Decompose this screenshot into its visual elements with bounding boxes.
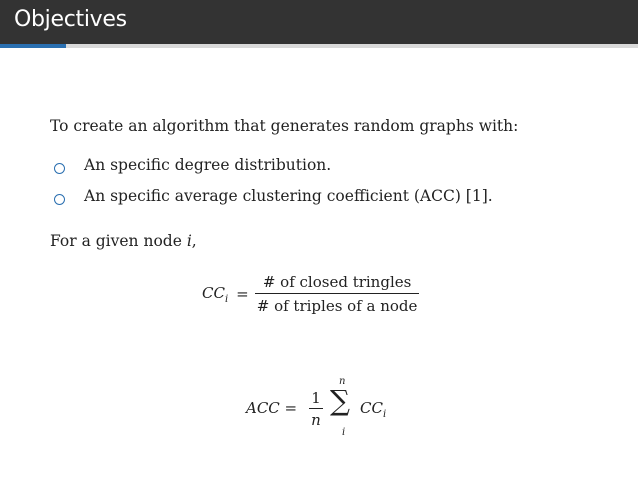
intro-text: To create an algorithm that generates random graphs with: xyxy=(50,117,519,135)
given-suffix: , xyxy=(191,232,197,250)
sum-lower-limit: i xyxy=(342,427,346,438)
cc-fraction xyxy=(255,273,420,315)
title-underline xyxy=(66,44,638,48)
acc-term xyxy=(360,399,386,420)
average-clustering-coefficient-equation xyxy=(246,372,406,444)
cc-subscript: i xyxy=(224,293,229,305)
cc-equals: = xyxy=(236,285,249,303)
cc-symbol: CC xyxy=(202,283,225,302)
summation-symbol: ∑ xyxy=(330,384,350,417)
term-symbol: CC xyxy=(360,399,383,417)
sum-upper-limit: n xyxy=(339,376,346,387)
cc-denominator: # of triples of a node xyxy=(256,297,418,315)
fraction-bar xyxy=(309,408,323,409)
bullet-text: An specific degree distribution. xyxy=(84,156,332,174)
acc-numerator: 1 xyxy=(311,389,321,407)
given-node-text xyxy=(50,232,197,250)
given-prefix: For a given node xyxy=(50,232,187,250)
circle-bullet-icon xyxy=(54,194,65,205)
bullet-text: An specific average clustering coefficient (ACC) [1]. xyxy=(84,187,493,205)
list-item xyxy=(54,187,493,218)
title-bar xyxy=(0,0,638,44)
list-item xyxy=(54,156,493,187)
slide-title: Objectives xyxy=(14,7,127,32)
term-subscript: i xyxy=(382,409,387,420)
cc-lhs xyxy=(202,284,228,305)
title-accent-bar xyxy=(0,44,66,48)
circle-bullet-icon xyxy=(54,163,65,174)
given-variable: i xyxy=(186,232,192,250)
acc-lhs: ACC = xyxy=(246,399,298,417)
acc-denominator: n xyxy=(311,411,321,429)
clustering-coefficient-equation xyxy=(202,273,419,315)
acc-fraction xyxy=(308,389,324,429)
bullet-list xyxy=(54,156,493,218)
cc-numerator: # of closed tringles xyxy=(262,273,412,291)
